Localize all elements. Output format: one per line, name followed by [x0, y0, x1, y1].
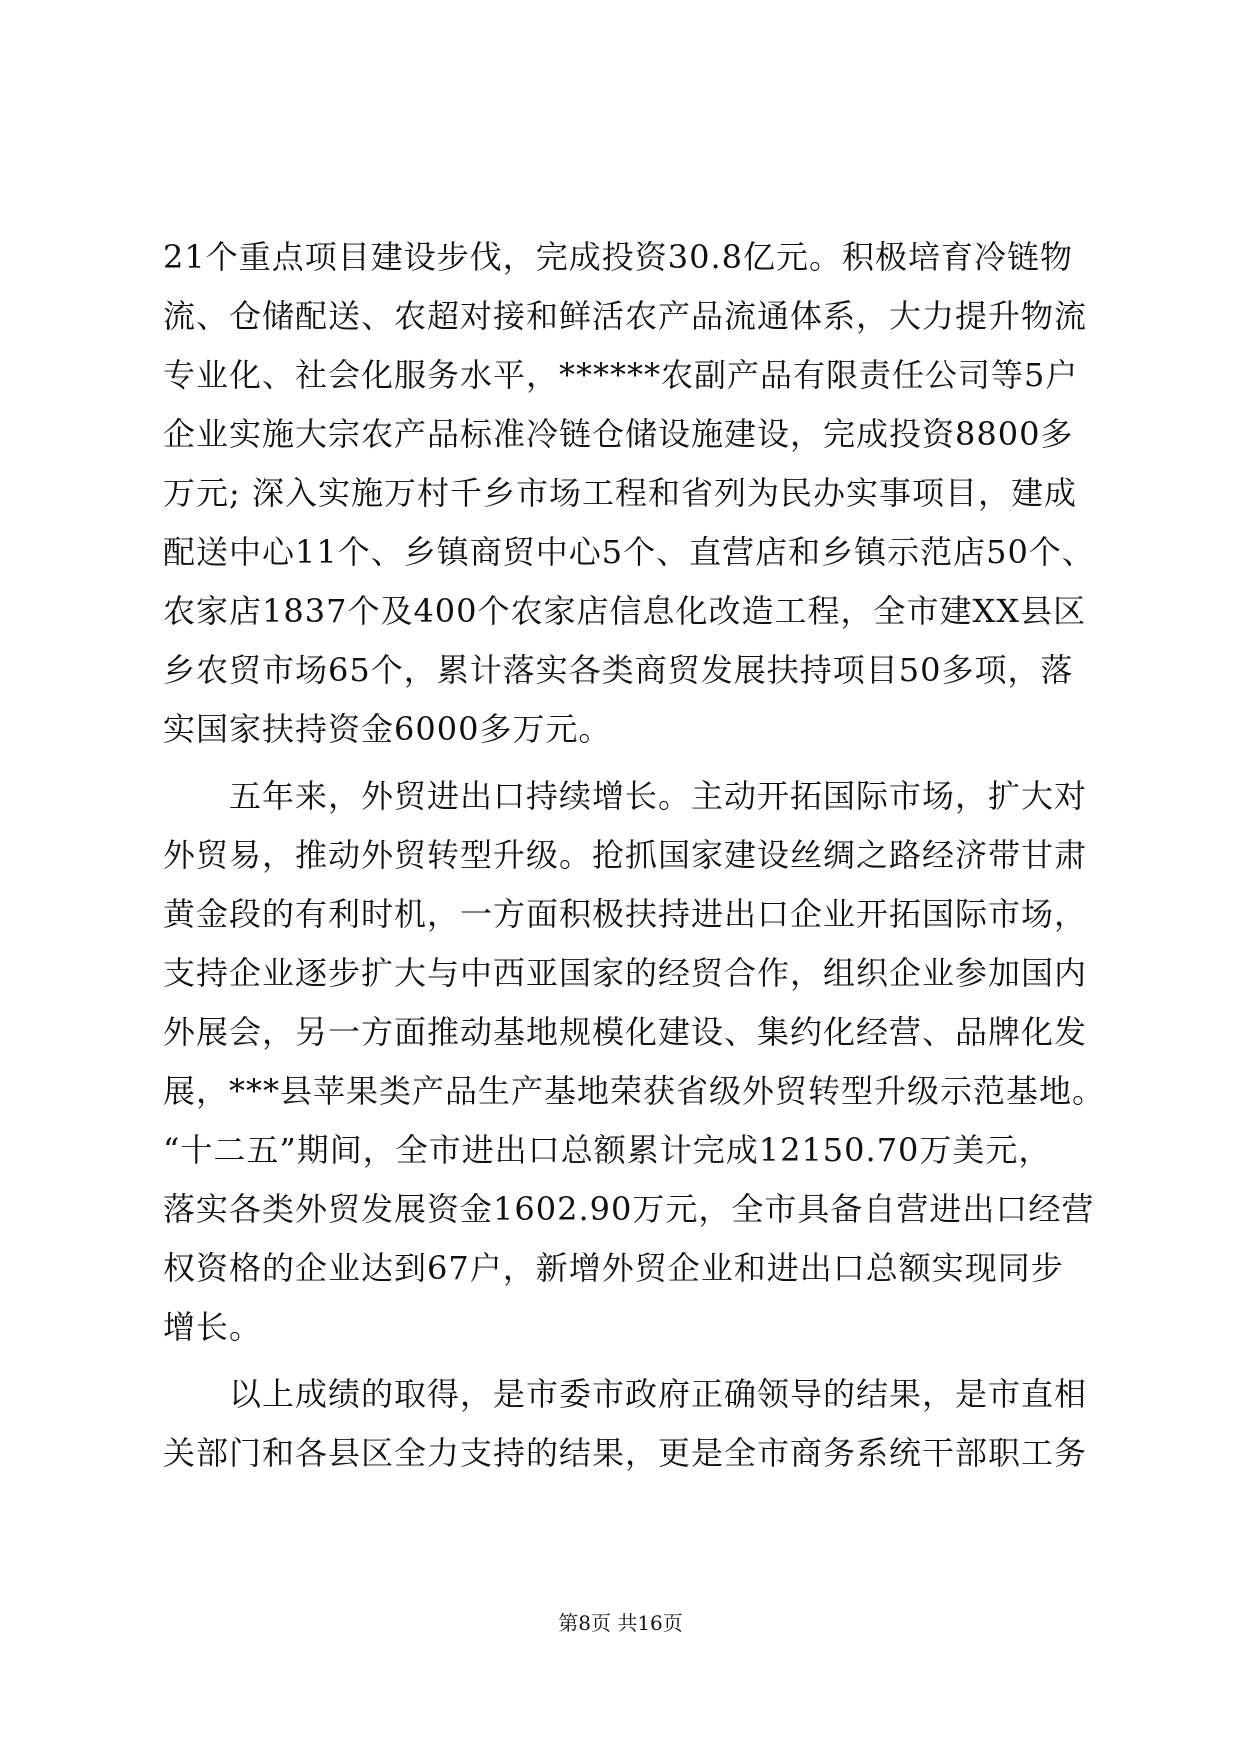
text-line: 关部门和各县区全力支持的结果，更是全市商务系统干部职工务 — [163, 1434, 1088, 1472]
text-line: 黄金段的有利时机，一方面积极扶持进出口企业开拓国际市场， — [163, 895, 1088, 933]
text-line: 实国家扶持资金6000多万元。 — [163, 710, 612, 748]
document-body — [163, 228, 1106, 1483]
text-line: 企业实施大宗农产品标准冷链仓储设施建设，完成投资8800多 — [163, 415, 1074, 453]
text-line: 外贸易，推动外贸转型升级。抢抓国家建设丝绸之路经济带甘肃 — [163, 836, 1088, 874]
text-line: 专业化、社会化服务水平，******农副产品有限责任公司等5户 — [163, 356, 1079, 394]
text-line: 流、仓储配送、农超对接和鲜活农产品流通体系，大力提升物流 — [163, 297, 1088, 335]
text-line: 21个重点项目建设步伐，完成投资30.8亿元。积极培育冷链物 — [163, 238, 1073, 276]
text-line: 万元; 深入实施万村千乡市场工程和省列为民办实事项目，建成 — [163, 474, 1077, 512]
paragraph-1 — [163, 228, 1095, 759]
text-line: 五年来，外贸进出口持续增长。主动开拓国际市场，扩大对 — [229, 777, 1088, 815]
text-line: 权资格的企业达到67户，新增外贸企业和进出口总额实现同步 — [163, 1249, 1064, 1287]
page-footer: 第8页 共16页 — [558, 1611, 683, 1635]
paragraph-gap — [163, 1357, 1083, 1365]
text-line: 乡农贸市场65个，累计落实各类商贸发展扶持项目50多项，落 — [163, 651, 1074, 689]
paragraph-gap — [163, 759, 1083, 767]
text-line: “十二五”期间，全市进出口总额累计完成12150.70万美元， — [163, 1131, 1052, 1169]
text-line: 增长。 — [163, 1308, 263, 1346]
text-line: 以上成绩的取得，是市委市政府正确领导的结果，是市直相 — [229, 1375, 1088, 1413]
text-line: 外展会，另一方面推动基地规模化建设、集约化经营、品牌化发 — [163, 1013, 1088, 1051]
text-line: 落实各类外贸发展资金1602.90万元，全市具备自营进出口经营 — [163, 1190, 1095, 1228]
paragraph-3 — [163, 1365, 1088, 1483]
text-line: 展，***县苹果类产品生产基地荣获省级外贸转型升级示范基地。 — [163, 1072, 1106, 1110]
text-line: 配送中心11个、乡镇商贸中心5个、直营店和乡镇示范店50个、 — [163, 533, 1095, 571]
text-line: 支持企业逐步扩大与中西亚国家的经贸合作，组织企业参加国内 — [163, 954, 1088, 992]
paragraph-2 — [163, 767, 1106, 1357]
text-line: 农家店1837个及400个农家店信息化改造工程，全市建XX县区 — [163, 592, 1087, 630]
